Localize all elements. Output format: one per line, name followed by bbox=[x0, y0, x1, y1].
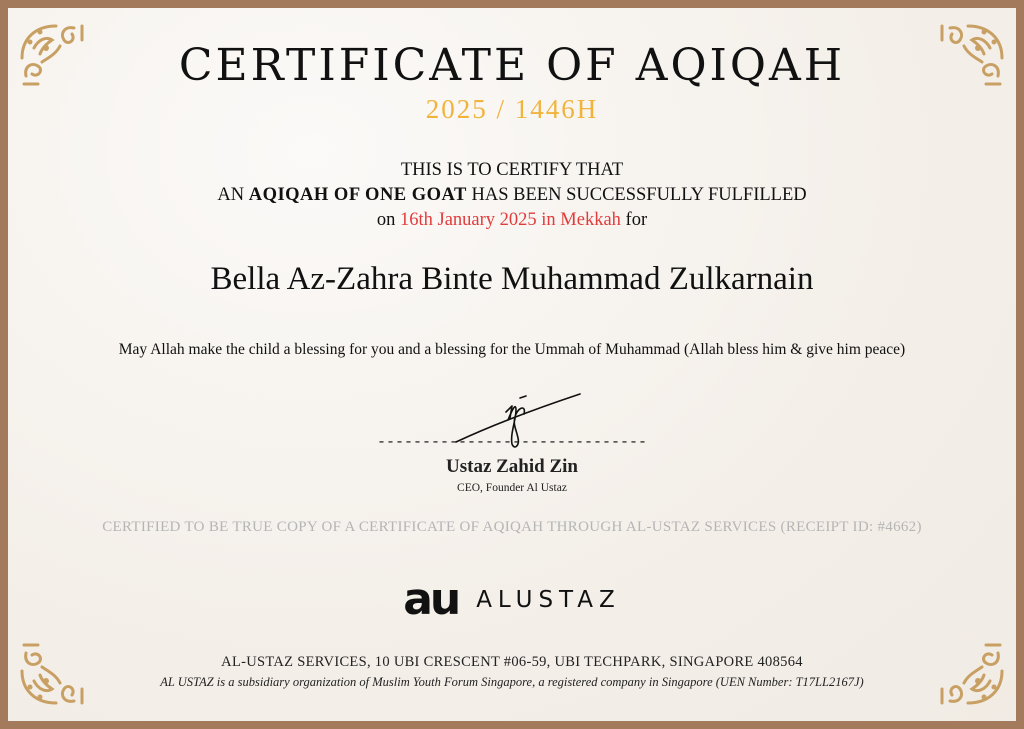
logo-mark: au bbox=[403, 574, 459, 625]
aqiqah-type: AQIQAH OF ONE GOAT bbox=[248, 185, 467, 205]
certify-line-3-suffix: for bbox=[620, 210, 648, 230]
certify-line-1: THIS IS TO CERTIFY THAT bbox=[400, 160, 624, 180]
true-copy-statement: CERTIFIED TO BE TRUE COPY OF A CERTIFICATE OF AQIQAH THROUGH AL-USTAZ SERVICES (RECEIPT ID: #4662) bbox=[102, 519, 922, 535]
signature-line: ------------------------------ bbox=[376, 434, 648, 451]
certify-line-2-prefix: AN bbox=[217, 185, 249, 205]
certify-line-3 bbox=[8, 208, 1016, 233]
aqiqah-date-location: 16th January 2025 in Mekkah bbox=[399, 210, 621, 230]
logo-wordmark: ALUSTAZ bbox=[476, 587, 621, 613]
prayer-text: May Allah make the child a blessing for you and a blessing for the Ummah of Muhammad (Allah bless him & give him peace) bbox=[118, 341, 906, 358]
certificate-paper bbox=[8, 8, 1016, 721]
company-address: AL-USTAZ SERVICES, 10 UBI CRESCENT #06-59, UBI TECHPARK, SINGAPORE 408564 bbox=[221, 654, 803, 670]
certificate-year: 2025 / 1446H bbox=[425, 94, 599, 124]
alustaz-logo bbox=[8, 574, 1016, 625]
recipient-name: Bella Az-Zahra Binte Muhammad Zulkarnain bbox=[210, 261, 814, 297]
certify-line-3-prefix: on bbox=[376, 210, 400, 230]
signer-role: CEO, Founder Al Ustaz bbox=[457, 482, 567, 494]
certification-statement bbox=[8, 158, 1016, 233]
signer-name: Ustaz Zahid Zin bbox=[446, 456, 578, 477]
certify-line-2-suffix: HAS BEEN SUCCESSFULLY FULFILLED bbox=[466, 185, 807, 205]
certify-line-2 bbox=[8, 183, 1016, 208]
certificate-title: CERTIFICATE OF AQIQAH bbox=[178, 40, 846, 91]
company-disclaimer: AL USTAZ is a subsidiary organization of Muslim Youth Forum Singapore, a registered company in Singapore (UEN Number: T17LL2167J) bbox=[160, 675, 864, 689]
